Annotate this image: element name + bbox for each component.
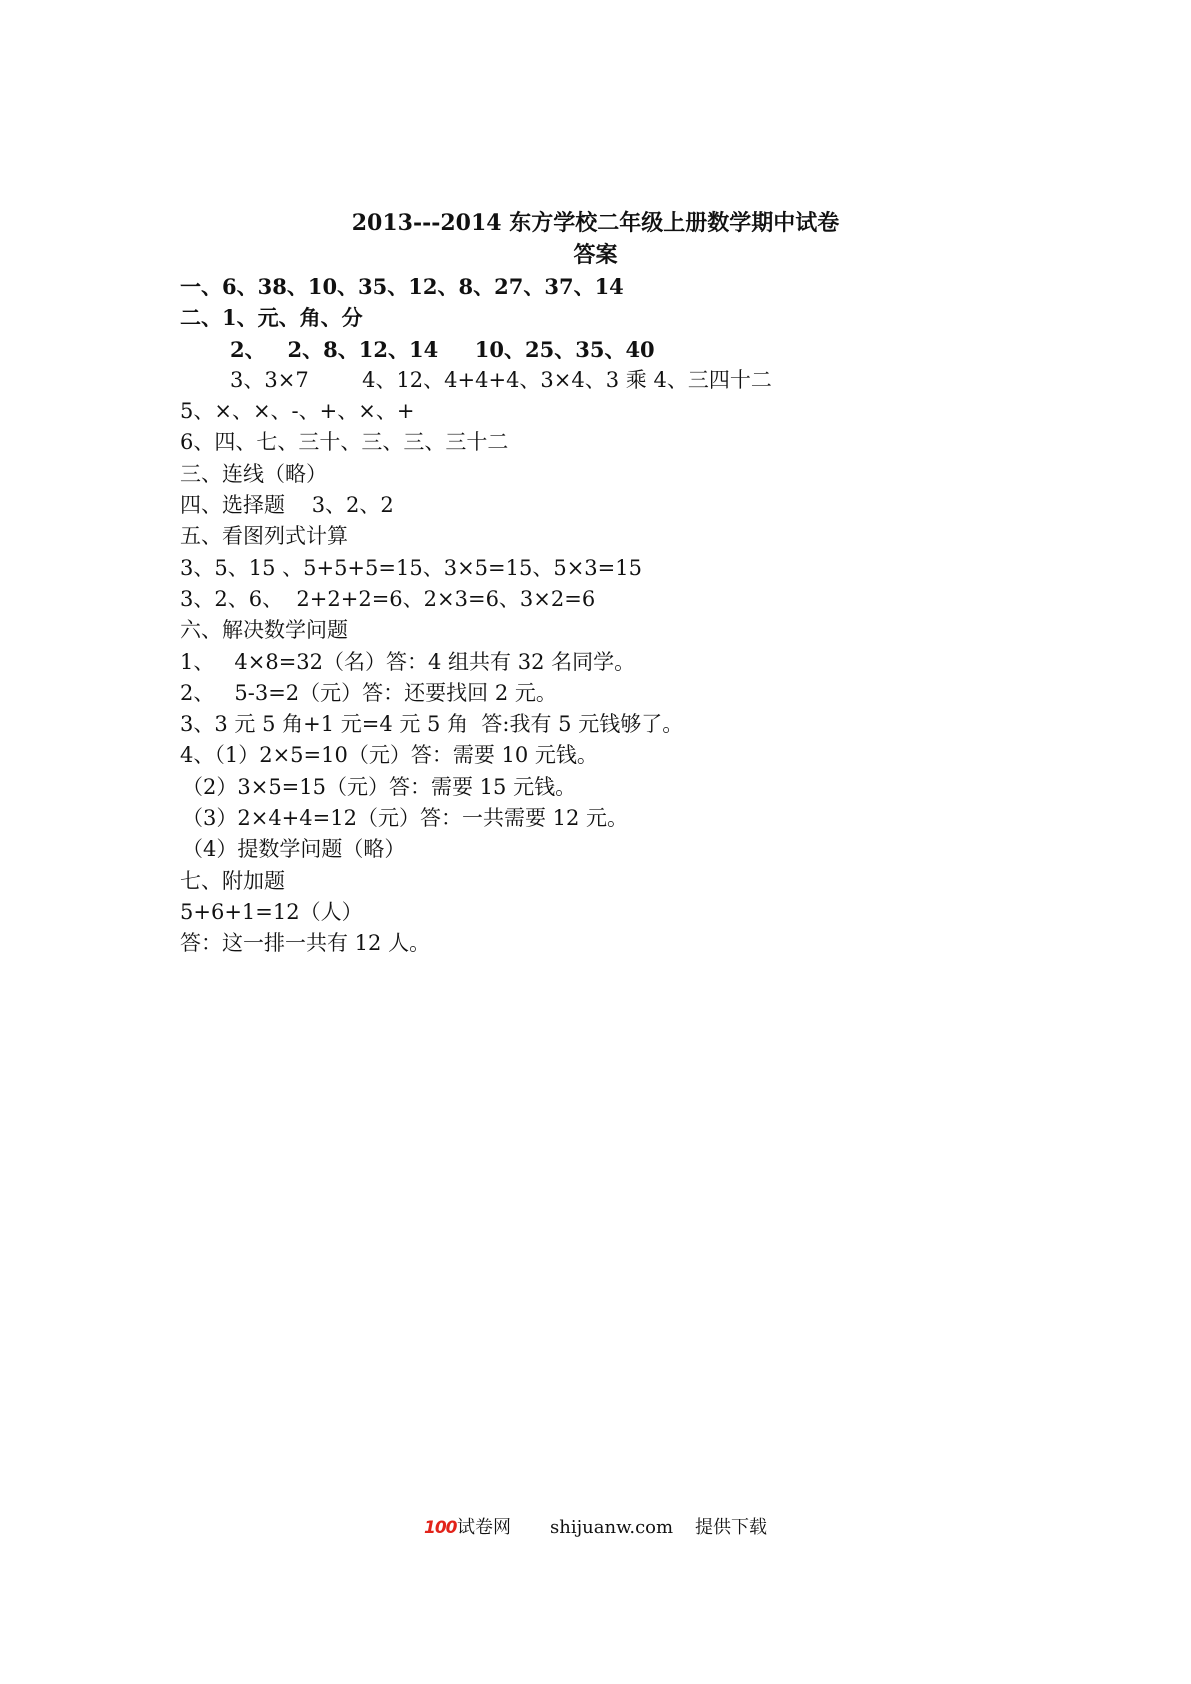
answer-line-2-6: 6、四、七、三十、三、三、三十二: [180, 430, 509, 455]
answer-line-7-2: 答：这一排一共有 12 人。: [180, 931, 431, 956]
answer-line-2-2: 2、 2、8、12、14 10、25、35、40: [230, 336, 655, 362]
answer-list: [180, 271, 1080, 960]
provide-download-text: 提供下载: [695, 1517, 767, 1538]
answer-line-6-4: 4、（1）2×5=10（元）答：需要 10 元钱。: [180, 743, 598, 768]
answer-line-6-3: 3、3 元 5 角+1 元=4 元 5 角 答:我有 5 元钱够了。: [180, 712, 684, 737]
document-subtitle: 答案: [573, 242, 618, 268]
answer-line-section-4: 四、选择题 3、2、2: [180, 493, 394, 518]
answer-line-6-4-3: （3）2×4+4=12（元）答：一共需要 12 元。: [182, 806, 629, 831]
answer-line-section-2: 二、1、元、角、分: [180, 305, 363, 331]
answer-line-6-1: 1、 4×8=32（名）答：4 组共有 32 名同学。: [180, 649, 636, 674]
answer-line-5-2: 3、2、6、 2+2+2=6、2×3=6、3×2=6: [180, 586, 596, 611]
answer-line-section-3: 三、连线（略）: [180, 461, 327, 486]
answer-line-6-4-4: （4）提数学问题（略）: [182, 837, 406, 862]
answer-line-2-5: 5、×、×、-、+、×、+: [180, 399, 415, 424]
answer-line-section-1: 一、6、38、10、35、12、8、27、37、14: [180, 274, 624, 299]
answer-line-5-1: 3、5、15 、5+5+5=15、3×5=15、5×3=15: [180, 555, 642, 580]
answer-line-6-4-2: （2）3×5=15（元）答：需要 15 元钱。: [182, 774, 577, 799]
document-title: 2013---2014 东方学校二年级上册数学期中试卷: [351, 210, 840, 236]
answer-line-2-3: 3、3×7 4、12、4+4+4、3×4、3 乘 4、三四十二: [230, 367, 772, 392]
site-name: 试卷网: [457, 1517, 511, 1538]
answer-line-section-7: 七、附加题: [180, 868, 285, 893]
answer-line-7-1: 5+6+1=12（人）: [180, 899, 363, 924]
site-domain-link[interactable]: shijuanw.com: [550, 1517, 674, 1538]
site-logo: 100: [424, 1518, 457, 1538]
answer-line-6-2: 2、 5-3=2（元）答：还要找回 2 元。: [180, 680, 557, 705]
answer-line-section-6: 六、解决数学问题: [180, 618, 348, 643]
page-footer: [0, 1513, 1191, 1543]
answer-line-section-5: 五、看图列式计算: [180, 524, 348, 549]
